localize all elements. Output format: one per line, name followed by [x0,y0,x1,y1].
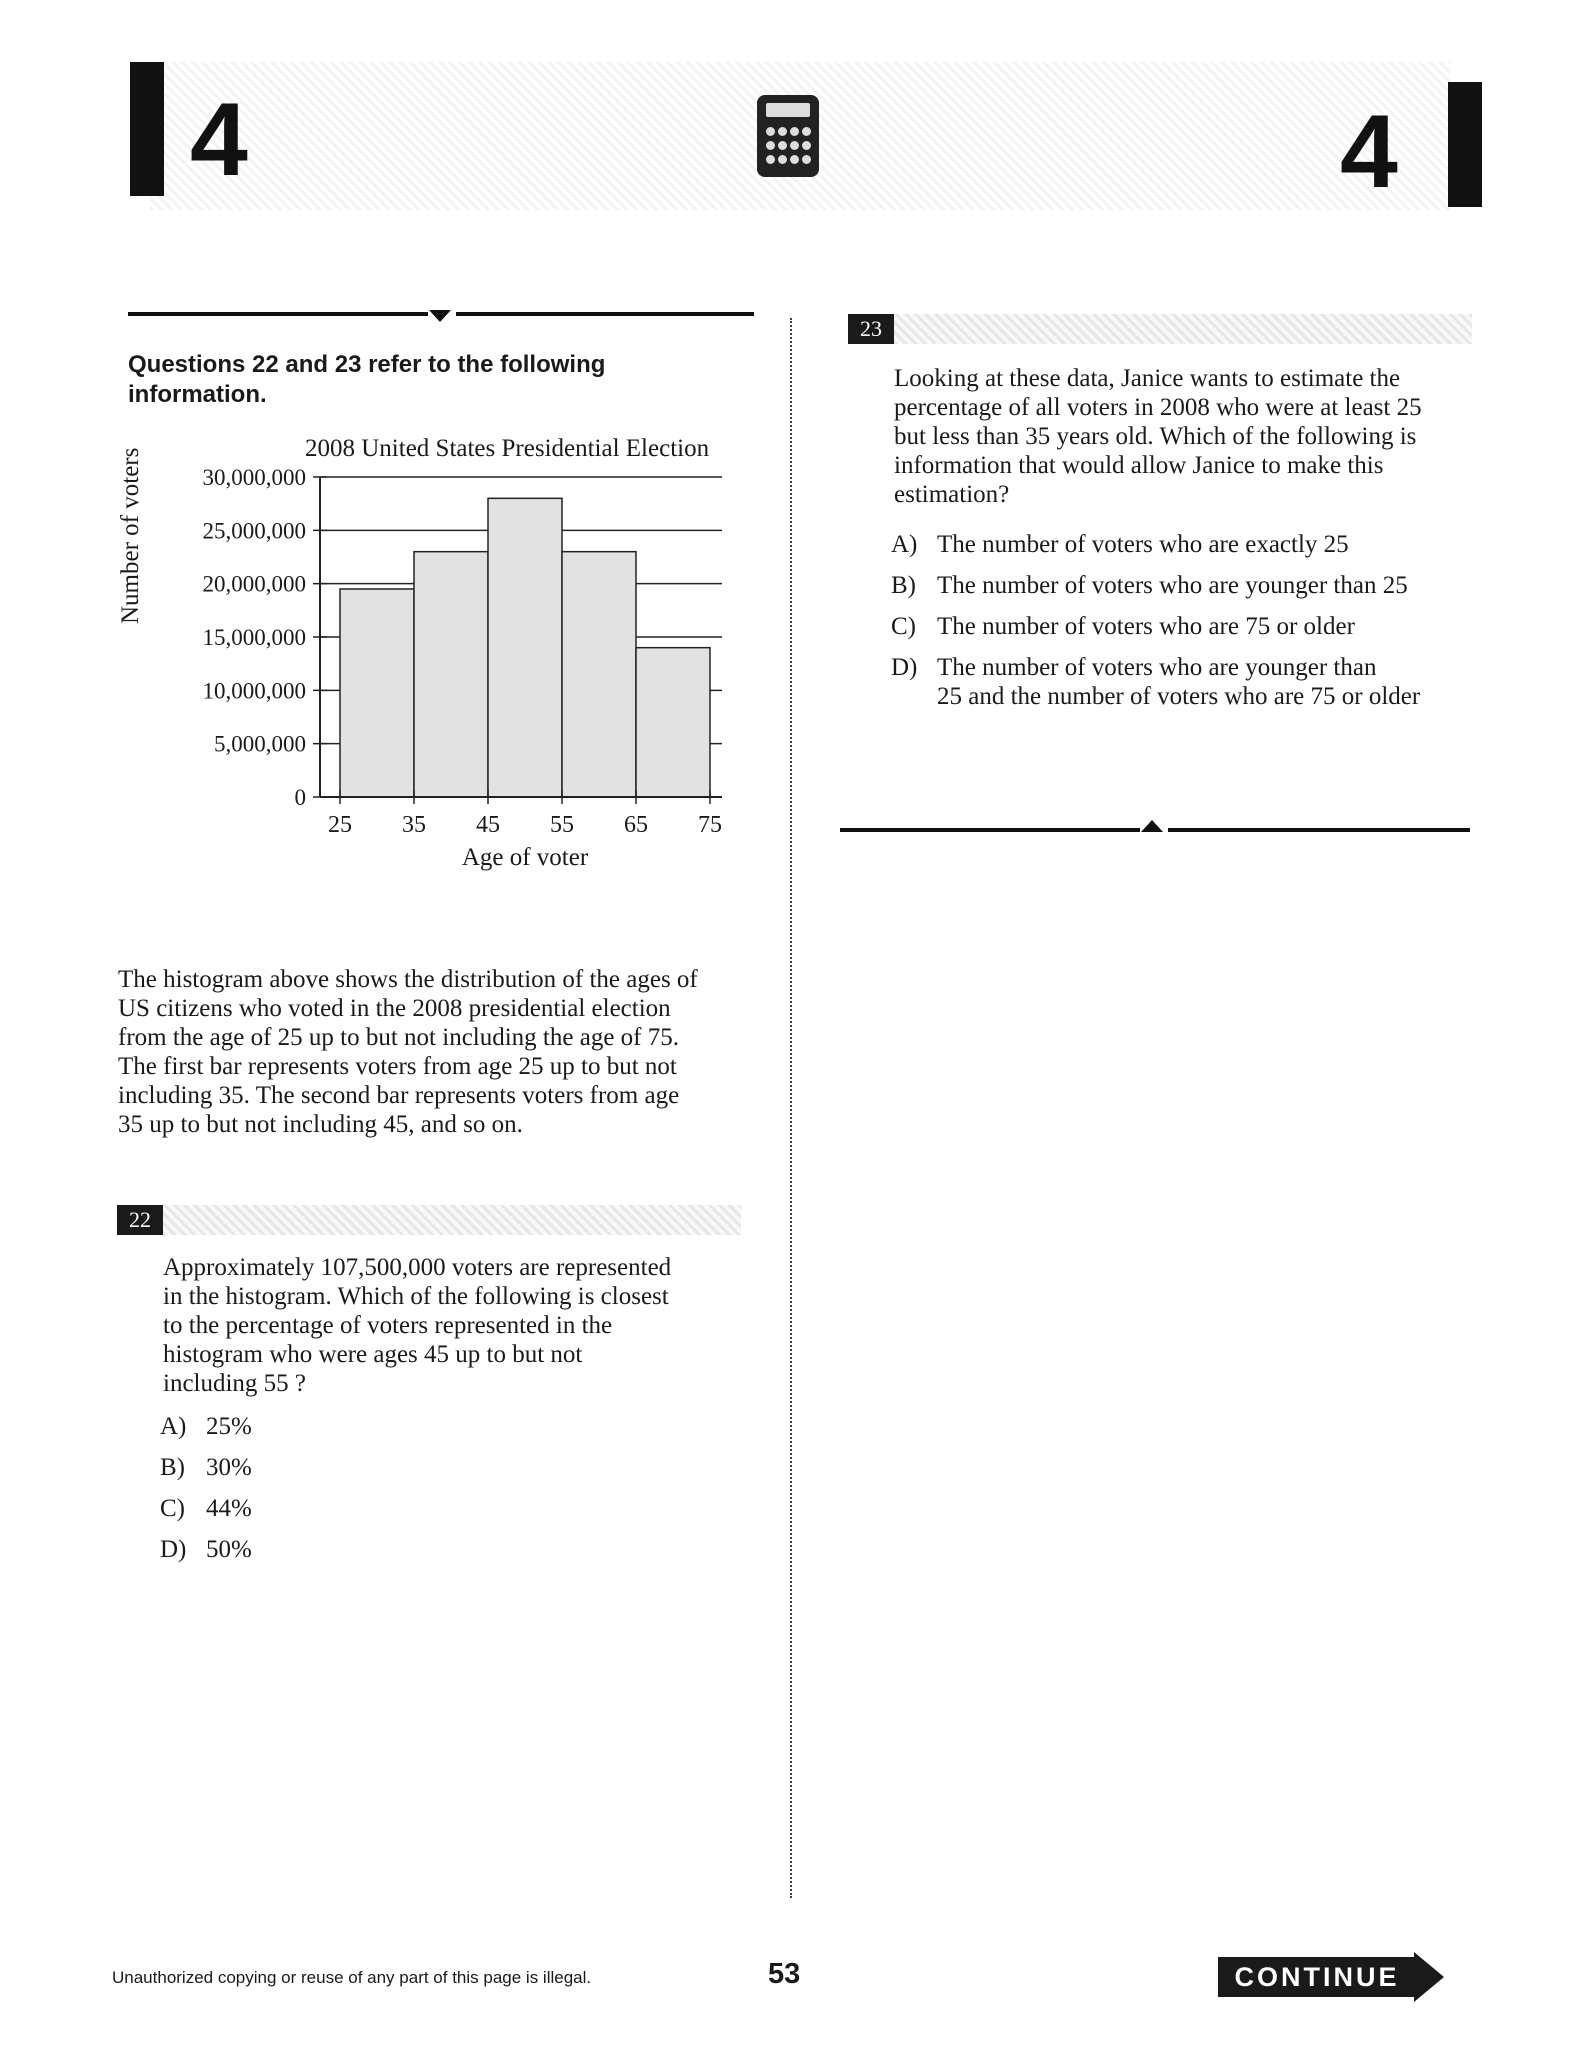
x-tick-label: 35 [402,812,426,838]
y-tick-label: 30,000,000 [202,465,306,490]
question-23-bar [894,314,1472,344]
question-22-text: Approximately 107,500,000 voters are represented in the histogram. Which of the following is closest to the percentage of voters represented in the histogram who were ages 45 up to but not including 55 ? [163,1254,672,1397]
divider-rule [840,828,1140,832]
question-22-bar [163,1205,741,1235]
description-paragraph: The histogram above shows the distribution of the ages of US citizens who voted in the 2008 presidential election from the age of 25 up to but not including the age of 75. The first bar represents voters from age 25 up to but not including 35. The second bar represents voters from age 35 up to but not including 45, and so on. [118,966,698,1138]
y-tick-label: 0 [294,785,306,810]
y-tick-label: 15,000,000 [202,625,306,650]
histogram-bar [636,648,710,797]
x-tick-label: 25 [328,812,352,838]
copyright-notice: Unauthorized copying or reuse of any part of this page is illegal. [112,1968,592,1987]
y-tick-label: 25,000,000 [202,518,306,544]
q23-choice-d[interactable]: D) The number of voters who are younger than 25 and the number of voters who are 75 or older [891,654,1421,710]
question-23-text: Looking at these data, Janice wants to estimate the percentage of all voters in 2008 who were at least 25 but less than 35 years old. Which of the following is information that would allow Janice to make this estimation? [894,365,1422,508]
divider-rule [1168,828,1470,832]
section-bar-right [1448,82,1482,207]
q22-choice-a[interactable]: A) 25% [160,1413,252,1440]
arrow-right-icon [1414,1952,1444,2002]
x-axis-label: Age of voter [461,844,589,871]
x-tick-label: 65 [624,812,648,838]
q23-choice-a[interactable]: A) The number of voters who are exactly 25 [891,531,1349,558]
histogram-bar [340,589,414,797]
histogram-bar [562,552,636,797]
continue-label: CONTINUE [1234,1962,1400,1992]
question-22-number: 22 [117,1205,163,1235]
q22-choice-c[interactable]: C) 44% [160,1495,252,1522]
q22-choice-d[interactable]: D) 50% [160,1536,252,1563]
q23-choice-b[interactable]: B) The number of voters who are younger than 25 [891,572,1408,599]
section-number-left: 4 [190,82,248,198]
q22-choice-b[interactable]: B) 30% [160,1454,252,1481]
chart-title: 2008 United States Presidential Election [305,435,710,462]
y-axis-label: Number of voters [117,447,144,624]
histogram-chart [0,0,800,900]
y-tick-label: 10,000,000 [202,678,306,704]
x-tick-label: 45 [476,812,500,838]
q23-choice-c[interactable]: C) The number of voters who are 75 or older [891,613,1355,640]
triangle-up-icon [1141,820,1163,832]
histogram-bar [488,498,562,797]
intro-heading: Questions 22 and 23 refer to the following information. [128,351,606,408]
histogram-bar [414,552,488,797]
x-tick-label: 55 [550,812,574,838]
question-23-number: 23 [848,314,894,344]
y-tick-label: 5,000,000 [214,731,306,757]
page-number: 53 [768,1958,801,1990]
y-tick-label: 20,000,000 [202,571,306,597]
section-number-right: 4 [1340,94,1398,210]
continue-button[interactable] [1218,1952,1448,2002]
x-tick-label: 75 [698,812,722,838]
